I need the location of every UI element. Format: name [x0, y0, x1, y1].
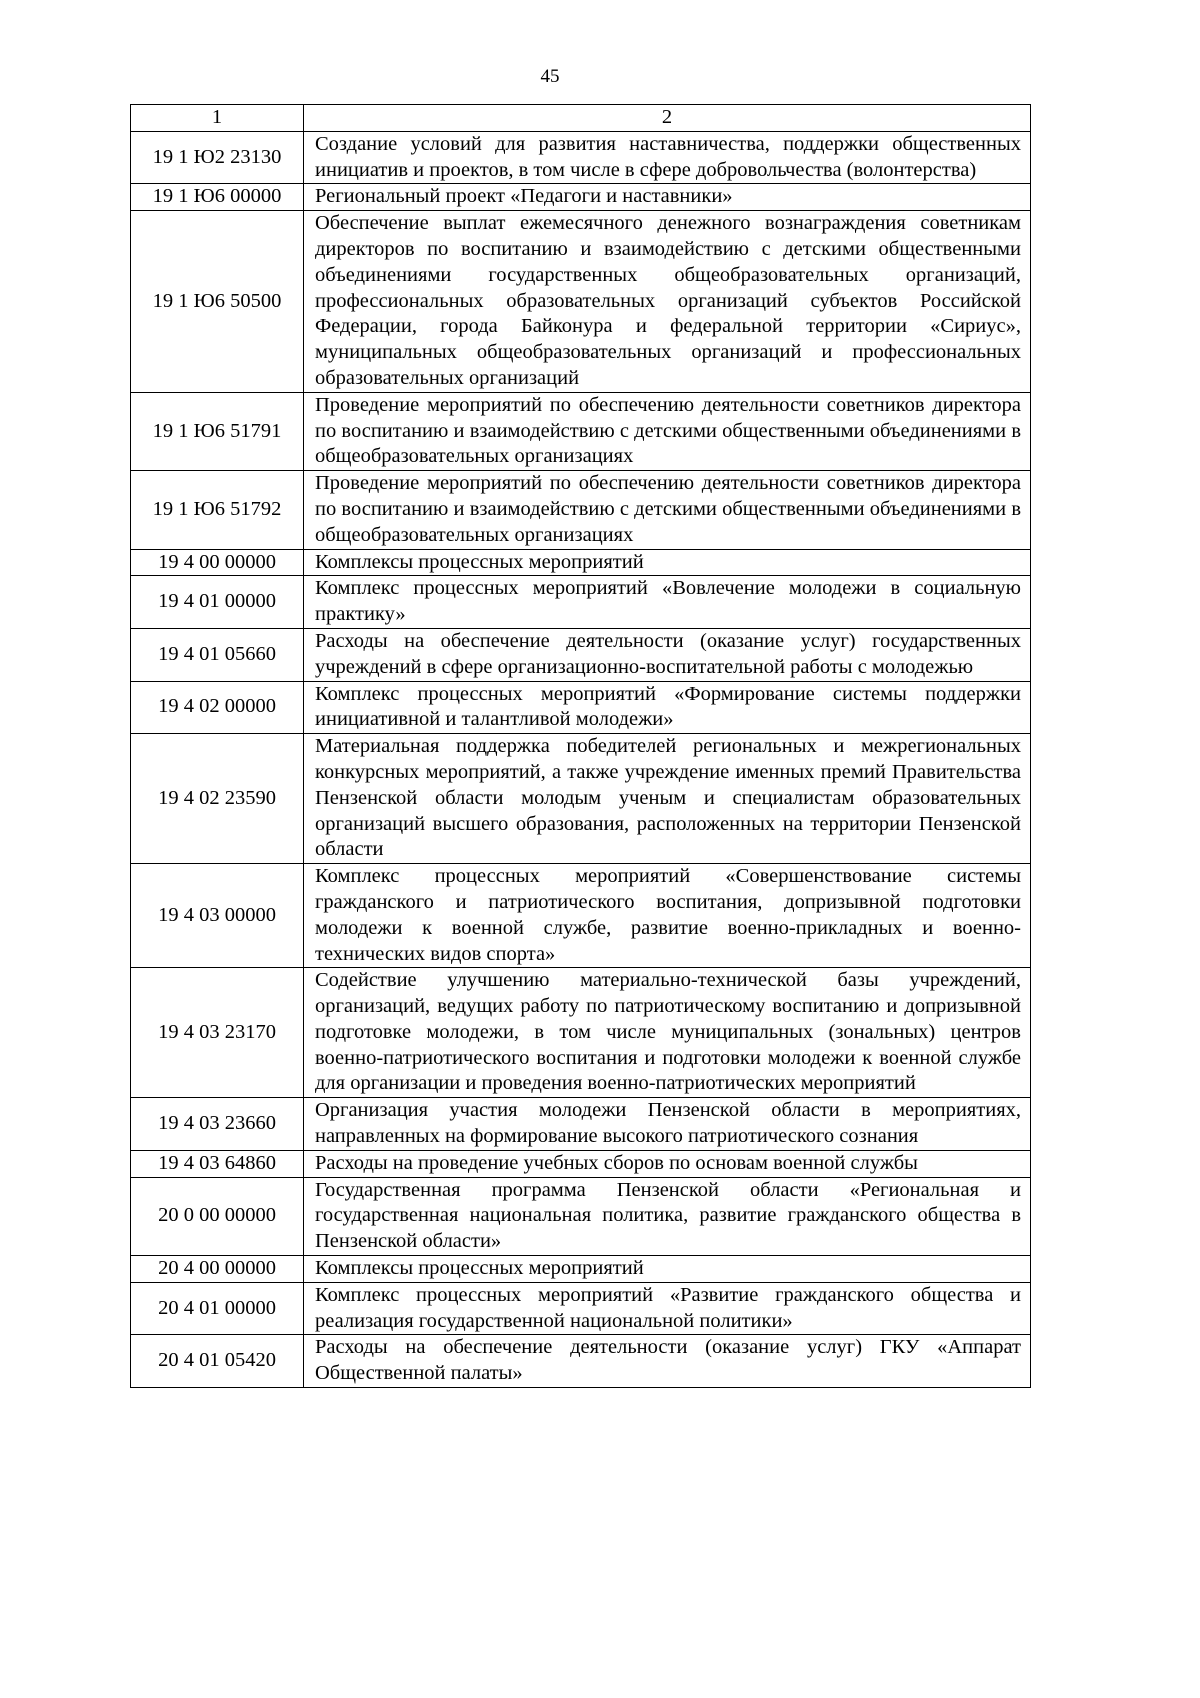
row-code: 20 4 00 00000	[131, 1256, 304, 1283]
row-description: Расходы на проведение учебных сборов по основам военной службы	[304, 1150, 1031, 1177]
row-description: Комплексы процессных мероприятий	[304, 549, 1031, 576]
row-code: 19 4 03 64860	[131, 1150, 304, 1177]
row-description: Организация участия молодежи Пензенской области в мероприятиях, направленных на формирование высокого патриотического сознания	[304, 1098, 1031, 1151]
row-description: Комплекс процессных мероприятий «Вовлечение молодежи в социальную практику»	[304, 576, 1031, 629]
row-description: Проведение мероприятий по обеспечению деятельности советников директора по воспитанию и взаимодействию с детскими общественными объединениями в общеобразовательных организациях	[304, 392, 1031, 470]
row-description: Содействие улучшению материально-технической базы учреждений, организаций, ведущих работу по патриотическому воспитанию и допризывной подготовке молодежи, в том числе муниципальных (зональных) центров военно-патриотического воспитания и подготовки молодежи к военной службе для организации и проведения военно-патриотических мероприятий	[304, 968, 1031, 1098]
row-description: Проведение мероприятий по обеспечению деятельности советников директора по воспитанию и взаимодействию с детскими общественными объединениями в общеобразовательных организациях	[304, 471, 1031, 549]
row-description: Обеспечение выплат ежемесячного денежного вознаграждения советникам директоров по воспитанию и взаимодействию с детскими общественными объединениями государственных общеобразовательных организаций, профессиональных образовательных организаций субъектов Российской Федерации, города Байконура и федеральной территории «Сириус», муниципальных общеобразовательных организаций и профессиональных образовательных организаций	[304, 211, 1031, 393]
row-description: Создание условий для развития наставничества, поддержки общественных инициатив и проектов, в том числе в сфере добровольчества (волонтерства)	[304, 131, 1031, 184]
row-code: 19 4 01 00000	[131, 576, 304, 629]
table-row	[131, 576, 1031, 629]
row-description: Комплексы процессных мероприятий	[304, 1256, 1031, 1283]
table-row	[131, 734, 1031, 864]
budget-classification-table	[130, 104, 1031, 1388]
row-code: 19 1 Ю6 51791	[131, 392, 304, 470]
table-row	[131, 549, 1031, 576]
table-row	[131, 1282, 1031, 1335]
table-row	[131, 131, 1031, 184]
column-header-code: 1	[131, 105, 304, 132]
row-code: 19 1 Ю2 23130	[131, 131, 304, 184]
table-row	[131, 1150, 1031, 1177]
table-row	[131, 211, 1031, 393]
table-body	[131, 131, 1031, 1387]
row-code: 19 4 00 00000	[131, 549, 304, 576]
row-code: 19 1 Ю6 50500	[131, 211, 304, 393]
row-code: 19 4 03 00000	[131, 864, 304, 968]
row-description: Комплекс процессных мероприятий «Совершенствование системы гражданского и патриотического воспитания, допризывной подготовки молодежи к военной службе, развитие военно-прикладных и военно-технических видов спорта»	[304, 864, 1031, 968]
table-row	[131, 184, 1031, 211]
table-row	[131, 1177, 1031, 1255]
row-code: 19 4 01 05660	[131, 628, 304, 681]
row-description: Расходы на обеспечение деятельности (оказание услуг) государственных учреждений в сфере организационно-воспитательной работы с молодежью	[304, 628, 1031, 681]
row-description: Государственная программа Пензенской области «Региональная и государственная национальная политика, развитие гражданского общества в Пензенской области»	[304, 1177, 1031, 1255]
row-code: 20 4 01 00000	[131, 1282, 304, 1335]
row-description: Комплекс процессных мероприятий «Формирование системы поддержки инициативной и талантливой молодежи»	[304, 681, 1031, 734]
row-code: 19 4 02 00000	[131, 681, 304, 734]
row-code: 19 4 03 23170	[131, 968, 304, 1098]
table-row	[131, 864, 1031, 968]
row-code: 19 4 03 23660	[131, 1098, 304, 1151]
table-row	[131, 1256, 1031, 1283]
row-description: Расходы на обеспечение деятельности (оказание услуг) ГКУ «Аппарат Общественной палаты»	[304, 1335, 1031, 1388]
row-code: 19 1 Ю6 00000	[131, 184, 304, 211]
row-description: Региональный проект «Педагоги и наставники»	[304, 184, 1031, 211]
row-code: 19 1 Ю6 51792	[131, 471, 304, 549]
table-row	[131, 681, 1031, 734]
table-row	[131, 471, 1031, 549]
row-description: Комплекс процессных мероприятий «Развитие гражданского общества и реализация государственной национальной политики»	[304, 1282, 1031, 1335]
table-row	[131, 968, 1031, 1098]
table-row	[131, 392, 1031, 470]
page-number: 45	[540, 66, 560, 87]
column-header-description: 2	[304, 105, 1031, 132]
row-code: 20 4 01 05420	[131, 1335, 304, 1388]
table-row	[131, 1335, 1031, 1388]
row-code: 20 0 00 00000	[131, 1177, 304, 1255]
table-row	[131, 628, 1031, 681]
row-code: 19 4 02 23590	[131, 734, 304, 864]
table-row	[131, 1098, 1031, 1151]
row-description: Материальная поддержка победителей региональных и межрегиональных конкурсных мероприятий, а также учреждение именных премий Правительства Пензенской области молодым ученым и специалистам образовательных организаций высшего образования, расположенных на территории Пензенской области	[304, 734, 1031, 864]
table-header-row	[131, 105, 1031, 132]
